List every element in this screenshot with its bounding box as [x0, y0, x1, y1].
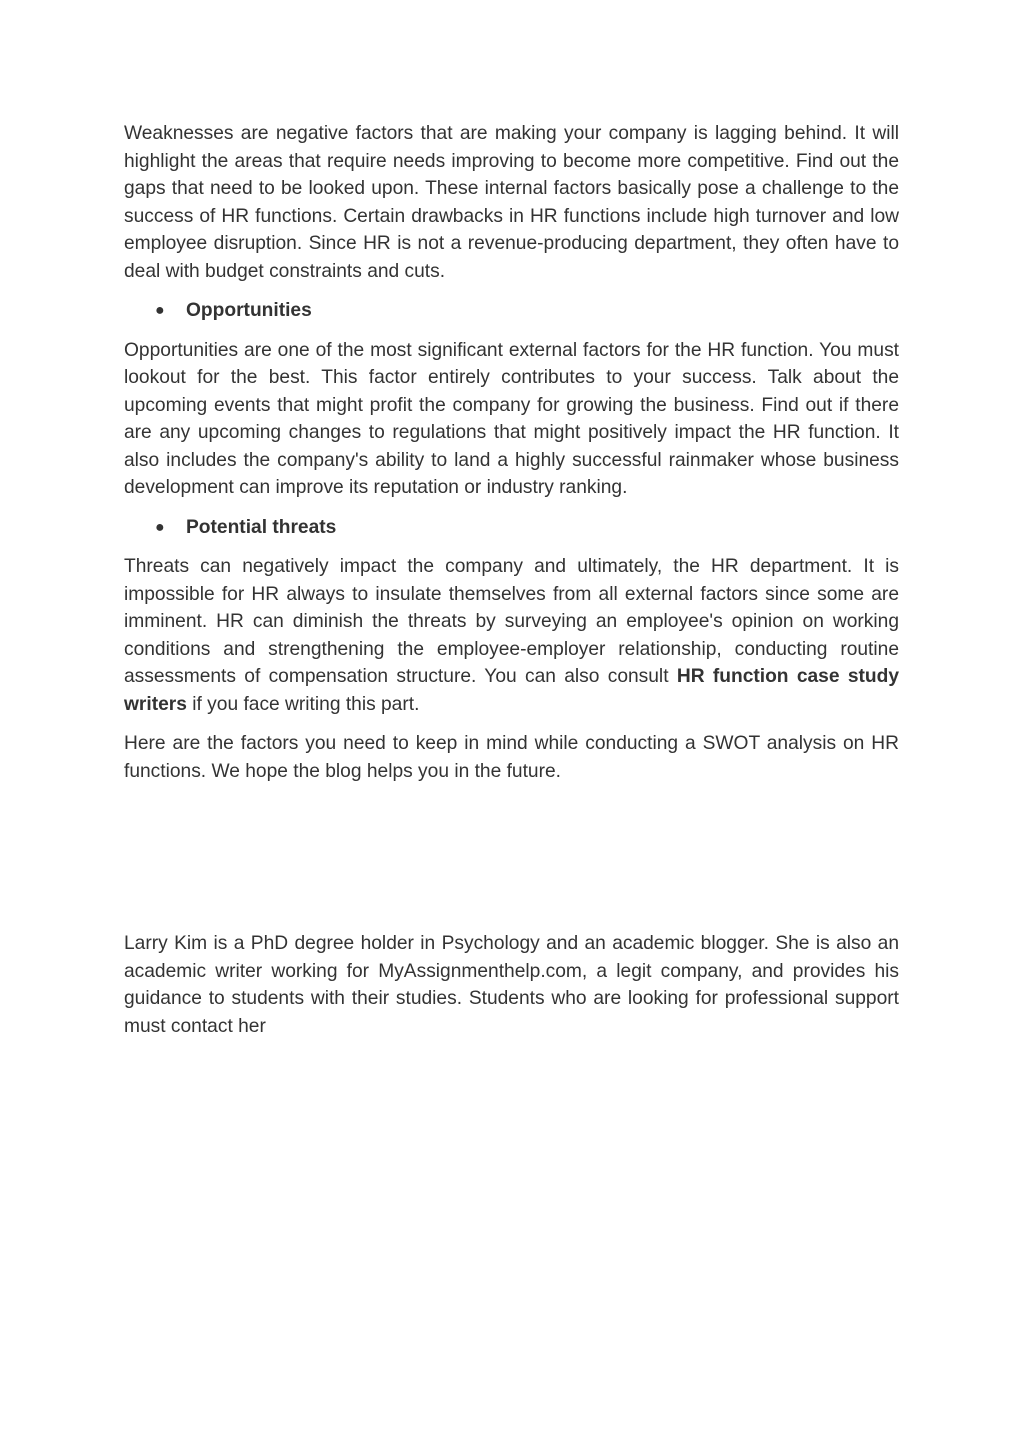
opportunities-heading — [124, 297, 899, 325]
threats-paragraph — [124, 553, 899, 718]
document-page — [124, 120, 899, 1040]
case-study-writers-link[interactable]: HR function case study writers — [124, 666, 900, 715]
threats-text-end: if you face writing this part. — [186, 693, 420, 715]
threats-text: Threats can negatively impact the company and ultimately, the HR department. It is impossible for HR always to insulate themselves from all external factors since some are imminent. HR can diminish the threats by surveying an employee's opinion on working conditions and strengthening the employee-employer relationship, conducting routine assessments of compensation structure. You can also consult — [124, 556, 899, 687]
threats-heading-label: Potential threats — [186, 516, 337, 538]
opportunities-paragraph: Opportunities are one of the most significant external factors for the HR function. You must lookout for the best. This factor entirely contributes to your success. Talk about the upcoming events that might profit the company for growing the business. Find out if there are any upcoming changes to regulations that might positively impact the HR function. It also includes the company's ability to land a highly successful rainmaker whose business development can improve its reputation or industry ranking. — [124, 339, 899, 498]
bullet-icon: ● — [155, 518, 165, 536]
threats-heading — [124, 514, 899, 542]
bullet-icon: ● — [155, 302, 165, 319]
weaknesses-paragraph: Weaknesses are negative factors that are making your company is lagging behind. It will highlight the areas that require needs improving to become more competitive. Find out the gaps that need to be looked upon. These internal factors basically pose a challenge to the success of HR functions. Certain drawbacks in HR functions include high turnover and low employee disruption. Since HR is not a revenue-producing department, they often have to deal with budget constraints and cuts. — [124, 123, 899, 282]
author-bio-paragraph: Larry Kim is a PhD degree holder in Psychology and an academic blogger. She is also an academic writer working for MyAssignmenthelp.com, a legit company, and provides his guidance to students with their studies. Students who are looking for professional support must contact her — [124, 933, 899, 1037]
conclusion-paragraph: Here are the factors you need to keep in mind while conducting a SWOT analysis on HR functions. We hope the blog helps you in the future. — [124, 733, 899, 782]
opportunities-heading-label: Opportunities — [186, 300, 312, 321]
